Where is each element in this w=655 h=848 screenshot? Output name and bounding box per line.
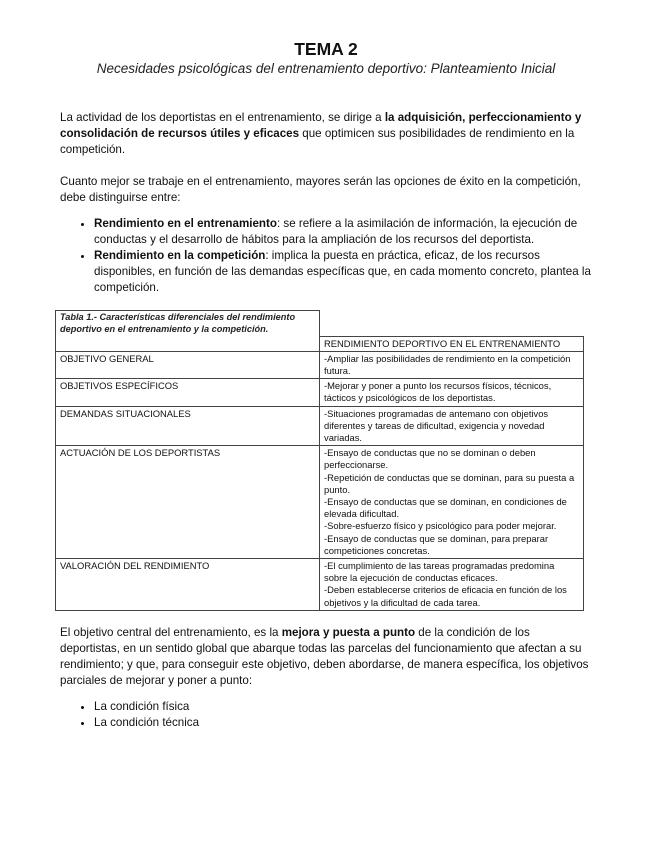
cell-line: -Ensayo de conductas que se dominan, para preparar competiciones concretas. — [324, 532, 549, 556]
list-item: • La condición física — [94, 699, 592, 715]
table-row-label: OBJETIVO GENERAL — [56, 351, 320, 378]
objective-text-1: El objetivo central del entrenamiento, es la — [60, 625, 282, 639]
table-header-row — [56, 336, 584, 351]
intro-bold: la adquisición, perfeccionamiento y consolidación de recursos útiles y eficaces — [60, 111, 582, 140]
document-page — [60, 38, 592, 731]
bullet-bold: Rendimiento en la competición — [94, 249, 266, 262]
table-row — [56, 558, 584, 610]
bullet-training-performance — [94, 216, 592, 248]
performance-bullet-list — [60, 216, 592, 296]
intro-paragraph — [60, 110, 592, 158]
list-item: • La condición técnica — [94, 715, 592, 731]
bullet-competition-performance — [94, 248, 592, 296]
condition-list — [60, 699, 592, 731]
bullet-text: : se refiere a la asimilación de información, la ejecución de conductas y el desarrollo de hábitos para la ampliación de los recursos del deportista. — [94, 217, 578, 246]
page-title: TEMA 2 — [294, 39, 358, 59]
table-row-value — [320, 351, 584, 378]
table-row — [56, 351, 584, 378]
table-row-value — [320, 446, 584, 559]
page-subtitle: Necesidades psicológicas del entrenamiento deportivo: Planteamiento Inicial — [96, 61, 556, 76]
table-row-label: DEMANDAS SITUACIONALES — [56, 406, 320, 446]
table-row — [56, 446, 584, 559]
paragraph-distinguish: Cuanto mejor se trabaje en el entrenamiento, mayores serán las opciones de éxito en la competición, debe distinguirse entre: — [60, 175, 581, 204]
table-row — [56, 406, 584, 446]
table-row-value — [320, 379, 584, 406]
table-row-value — [320, 558, 584, 610]
cell-line: -Situaciones programadas de antemano con objetivos diferentes y tareas de dificultad, exigencia y novedad variadas. — [324, 407, 549, 443]
cell-line: -Sobre-esfuerzo físico y psicológico para poder mejorar. — [324, 520, 557, 532]
table-row-label: ACTUACIÓN DE LOS DEPORTISTAS — [56, 446, 320, 559]
bullet-bold: Rendimiento en el entrenamiento — [94, 217, 277, 230]
cell-line: -Ensayo de conductas que no se dominan o deben perfeccionarse. — [324, 447, 536, 471]
table-row — [56, 379, 584, 406]
cell-line: -Mejorar y poner a punto los recursos físicos, técnicos, tácticos y psicológicos de los deportistas. — [324, 380, 552, 404]
objective-text-2: de la condición de los deportistas, en un sentido global que abarque todas las parcelas del funcionamiento que afectan a su rendimiento; y que, para conseguir este objetivo, deben abordarse, de manera específica, los objetivos parciales de mejorar y poner a punto: — [60, 625, 589, 687]
characteristics-table — [55, 310, 584, 611]
table-header-empty — [56, 336, 320, 351]
table-row-label: OBJETIVOS ESPECÍFICOS — [56, 379, 320, 406]
table-row-value — [320, 406, 584, 446]
table-empty-cell — [320, 311, 584, 337]
bullet-text: : implica la puesta en práctica, eficaz, de los recursos disponibles, en función de las demandas específicas que, en cada momento concreto, plantea la competición. — [94, 249, 591, 294]
cell-line: -Deben establecerse criterios de eficacia en función de los objetivos y la dificultad de cada tarea. — [324, 584, 567, 608]
cell-line: -Ampliar las posibilidades de rendimiento en la competición futura. — [324, 352, 571, 376]
intro-text-2: que optimicen sus posibilidades de rendimiento en la competición. — [60, 127, 575, 156]
cell-line: -El cumplimiento de las tareas programadas predomina sobre la ejecución de conductas eficaces. — [324, 559, 555, 584]
objective-paragraph — [60, 625, 592, 689]
table-caption: Tabla 1.- Características diferenciales del rendimiento deportivo en el entrenamiento y la competición. — [56, 311, 320, 337]
cell-line: -Repetición de conductas que se dominan, para su puesta a punto. — [324, 471, 575, 495]
intro-text-1: La actividad de los deportistas en el entrenamiento, se dirige a — [60, 111, 385, 124]
table-column-header: RENDIMIENTO DEPORTIVO EN EL ENTRENAMIENTO — [320, 336, 584, 351]
table-row-label: VALORACIÓN DEL RENDIMIENTO — [56, 558, 320, 610]
table-caption-row — [56, 311, 584, 337]
cell-line: -Ensayo de conductas que se dominan, en condiciones de elevada dificultad. — [324, 495, 567, 520]
objective-bold: mejora y puesta a punto — [281, 625, 416, 639]
